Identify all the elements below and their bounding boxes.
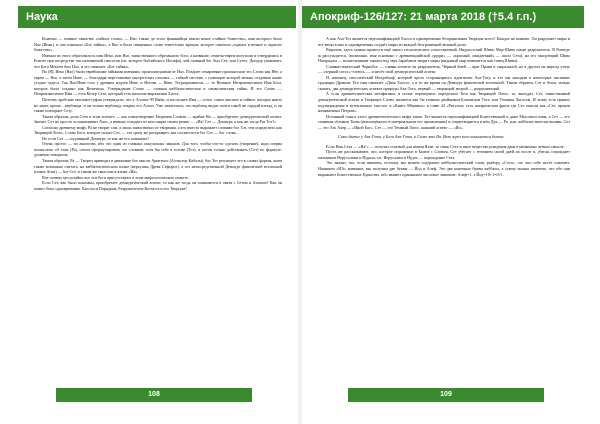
left-page-footer [56, 388, 252, 402]
right-paragraph: Пусть же рассказывают, что, которое порожение в Бытие с Словом, Сет убегает с течением своей дней их после в, убегая, порождает мальчиков Иерусалима и Иудаха, т.к. Иерусалим и Иудах — порождение Сета. [318, 149, 570, 160]
right-page-number: 109 [440, 391, 452, 398]
right-paragraph: Истинный смысл этого древнеегипетского мифа таков: Тот является персонификацией Божественной и даже Мысленословы, а Сет — его тенивым обликом Тьмы (воплощённого в материальном его проявлениях) и олицетворяется в нём Дуа — Ра, или, каббалистически вызван, Сет — это Эль Ахер — «Иной Бог». Сет — это Тёмный Логос, нижний аспект — «Ис». [318, 113, 570, 130]
left-paragraph: Согласно древнему мифу, Ра не творит сам, а лишь заимствовал от творения, а его вместо выражает словами бог Тот, тем определить как Творящий Логос, Слово Бога, которое сказал Сет, — это сразу же раскрывает, как соотносятся бог Сет — бог слова... [34, 124, 282, 136]
left-paragraph: Иа (Я), Иеко (Яхо) были еврейскими тайными именами, произошедшими от Иао. Позднее семаритяне произносили это Слово как Ябе, а евреи — Яхо, а затем Иаве, — благодаря перестановке масоретских гласных — гибкой системе, с помощью которой можно создавать какие угодно чудеса. Так Яхо/Иеве стал у древних иудеев Иеве, и Иегова — Иеве, Тетраграмматон, — то Великое Непроизносимое Имя Бога, которое было создано как Величина. Утверждение Слово — главная каббалистическая и символическая тайна. И это Слово — Непроизносимое Имя — есть Кетер Сета, который есть началом выражения Хаоса. [34, 69, 282, 97]
right-paragraph: Впрочем, здесь можно провести ещё много теологических сопоставлений. Индуистский Шива: Мар-Шива также разрушитель. В Ригведе ж рассуждается, (возможно, имя основано с древнеиндийской «рудра» — «красный, ожидаемый» — шалл Сета), на его танцующий Шива Натараджа — вознесенными танцем под звук барабанов творит миры (видимый мир появляется как танец Шивы). [318, 47, 570, 64]
page-gutter [298, 0, 302, 424]
right-paragraph: Если Имя Сета — «Иа!» — получил основой для имени Яхве, то связь Сета и иное вещество рождения дана в немножко четком смысле. [326, 143, 565, 149]
right-page-header [302, 6, 584, 28]
left-paragraph: Именно из этого образовалось имя Иеко, или Яхо, таинственного обрезанного бога, а название, семиты-евреи получили и утвердились в Египте при посредстве так называемой гиксосов (ок. которое библейского Иосифа), чей главный бог был Сет, или Сутех. Диодор указывает, что Бога Моисея был Иао, и это означает «Бог тайны». [34, 52, 282, 69]
left-page-number: 108 [148, 391, 160, 398]
right-paragraph: И, наконец, гностический Иалдабаоф, который прото стороннерного идентичен Аха-Тоту, и это мы находим в некоторых писаниях традиции Драконе. Его имя означает «Дитя Хаоса», а в то же время он Демиург физической вселенной. Таким образом, Сет и Апоп, можно сказать, два демиургических аспекта природы Аха-Тота, первый — творящий, второй — разрушающий. [318, 74, 570, 91]
left-page-column [34, 36, 282, 376]
right-paragraph: А как Аха-Тот является персонификацией Хаоса и одновременно безграничным Творцом всего? Каждое не нижнее. Он разрушает миры и все вещи в них и одновременно создаёт миры из каждой безграничной великой роли. [318, 36, 570, 47]
left-paragraph: Но если Сет — подлинный Демиург, то как же его понимать? [42, 135, 150, 141]
left-paragraph: Поэтому арабские мистики-суфии утверждали, что у Аллаха 99 Имён, и последнее Имя — сотое, самое высшее и тайное, которое никто не знает, кроме... верблюда, и он только верблюду открыл его Аллах. Уже зачитались, что верблюд видит почти такой же гордый взгляд, и он также повторяет Сету. [34, 97, 282, 114]
left-paragraph: Если Сет, как было показано, приобретает демиургический аспект, то как же тогда он понимается в связи с Сетом и Апопом? Как он может быть одновременно Хаосом и Порядком, Разрушителем Космоса и его Творцом? [34, 180, 282, 191]
left-header-title: Наука [26, 11, 58, 23]
left-paragraph: Вот почему неслучайно все эти боги присутствуют в этом мифологическом сюжете. [42, 174, 189, 180]
left-paragraph: Очень просто — по аналогии, ибо это один из главных оккультных законов. Для того, чтобы что-то сделать (творение), надо сперва помыслить об этом (Ра), потом сформулировать это словами, хотя бы себе в голове (Тот), и потом только действовать (Сет) по формуле: думаешь-говоришь. [34, 141, 282, 158]
right-header-title: Апокриф-126/127: 21 марта 2018 (†5.4 г.п.) [310, 11, 537, 23]
left-paragraph: Таким образом, Ра — Творец приводит в движение бог мысли Ариезмос (Аэлистор Кабалы), бог Тот реализует это в словах формы, коим также возможно считать, на каббалистическом плане (верхушка Древа Сефирот), а сот непосредственной Демиург физической вселенной (плана Асия) — бог Сет, и таким же смыслом в языке «Иа». [34, 158, 282, 175]
left-paragraph: Конечно — главное таинство «тайное слово» — Иао, также до этого финикийцы имели некое «тайное божество», имя которого было Иао (Ииак), и оно означало «Бог тайны», а Иао и было священное слово египетских жрецов, которое означало «единое и вечное и скрытое божество». [34, 36, 282, 53]
right-paragraph: Это значит, что, если внимать, поэтому мы можем содержать каббалистический слову разбору «Сета», что оно себе несёт означает. Напишем «ИА» название, мы получим две буквы — Йод и Алеф. Это две конечные буквы каббалы, а сумму можно заметить, что обе они выражают Божественное Единство, ибо являют одинаковое числовое значение: Алеф=1, а Йод=10+1=0+1. [318, 160, 570, 177]
pull-quote: Само бытие у Аха-Тота, у Бога Аха-Тота, и Слово это Иа. Вот через него начинается бытие. [338, 134, 505, 140]
left-paragraph: Таким образом, роль Сета в этом аспекте — как олицетворение Творения Словом — крайне Иа — приобретает демиургический аспект. Значит, Сет не просто останавливает Хаос, а именно созидает из него миры своим речью — «Иа! Сет — Демиург, а как же тогда Раз Тот?» [34, 113, 282, 125]
right-paragraph: Славяно-языческий Чернобог — славян аспекте он разрушитель, Чёрный Змей — враг Прави и сакральной, но в другом он мирозд уточь — «черный сотос»-тлеюсь, — и несёт свой демиургический аспект. [318, 63, 570, 75]
right-page-column [318, 36, 570, 376]
right-page-footer [348, 388, 544, 402]
right-paragraph: А если древнеегипетская метафизика, в полне переиграем, определяла Тота как Творящий Логос, то, выходит, Сет, таинственный демиургический аспект и Творящее Слово, является как бы темным двойником-Близнецом Тота, или Тёмным Логосом. И этому есть прямое подтверждение в аутентичных текстах: в «Книге Мёртвых» в главе 42 «Ритуала» есть катарическая фраза где Сет описан как «Сет, пронзи называемым Петром». [318, 91, 570, 114]
left-page-header [18, 6, 296, 28]
